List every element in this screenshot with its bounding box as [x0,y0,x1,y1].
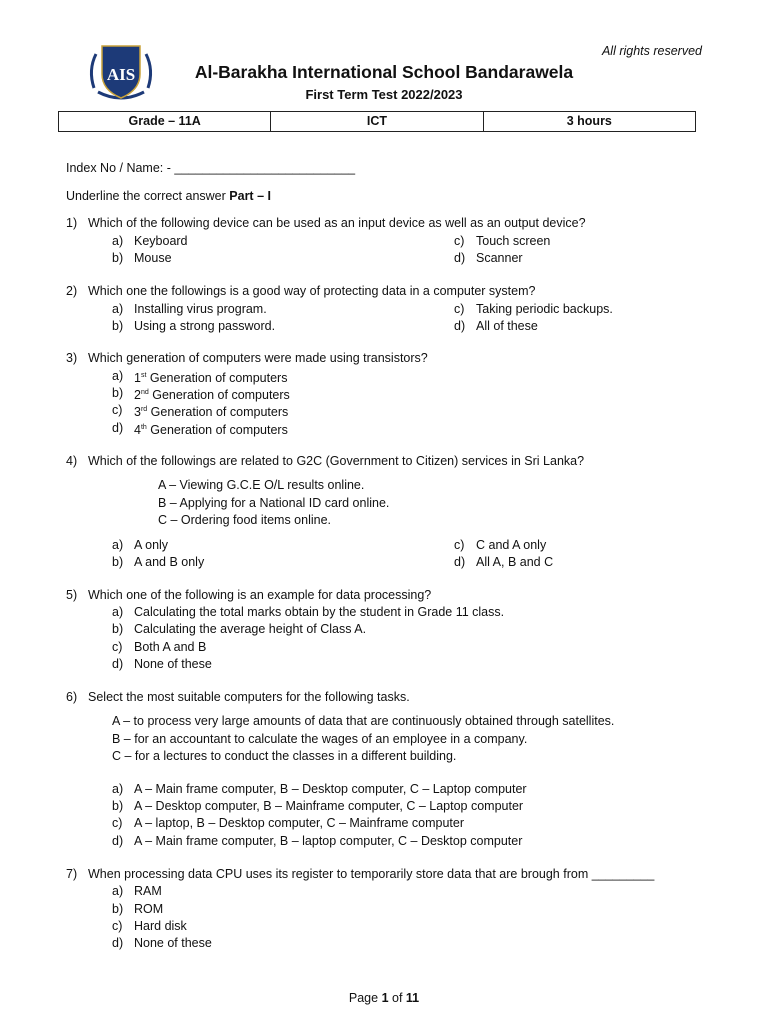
q6-task-b: B – for an accountant to calculate the wages of an employee in a company. [112,732,528,746]
logo-text: AIS [106,65,136,84]
index-name-line: Index No / Name: - __________________________ [66,161,356,175]
subject-cell: ICT [270,112,482,131]
instruction-line: Underline the correct answer Part – I [66,189,271,203]
duration-cell: 3 hours [483,112,695,131]
school-name: Al-Barakha International School Bandarawela [194,62,574,82]
term-title: First Term Test 2022/2023 [305,87,463,102]
rights-notice: All rights reserved [601,44,702,58]
grade-cell: Grade – 11A [128,114,201,128]
q4-statement-c: C – Ordering food items online. [158,513,332,527]
q4-statement-b: B – Applying for a National ID card online. [158,496,390,510]
q6-task-a: A – to process very large amounts of data that are continuously obtained through satellites. [112,714,615,728]
page-footer: Page 1 of 11 [348,991,420,1005]
q6-task-c: C – for a lectures to conduct the classes in a different building. [112,749,457,763]
exam-info-table [58,111,696,132]
q4-statement-a: A – Viewing G.C.E O/L results online. [158,478,365,492]
